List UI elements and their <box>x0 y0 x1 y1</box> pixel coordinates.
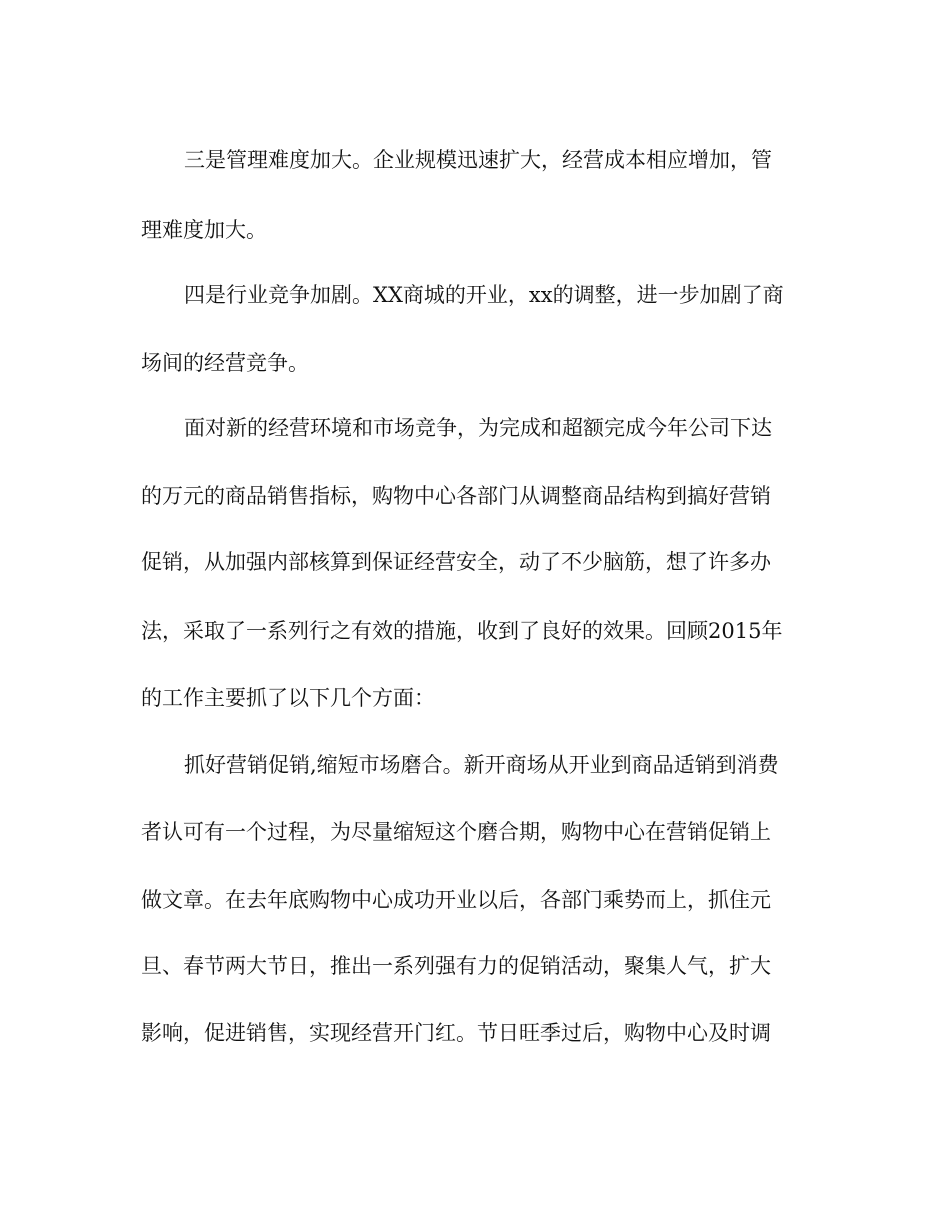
line-text: 场间的经营竞争。 <box>141 351 309 375</box>
line-text: 的工作主要抓了以下几个方面： <box>141 686 435 710</box>
line-text: 理难度加大。 <box>141 218 267 242</box>
line-text: 的万元的商品销售指标，购物中心各部门从调整商品结构到搞好营销 <box>141 484 771 508</box>
line-text: 者认可有一个过程，为尽量缩短这个磨合期，购物中心在营销促销上 <box>141 820 771 844</box>
line-text: 做文章。在去年底购物中心成功开业以后，各部门乘势而上，抓住元 <box>141 888 771 912</box>
line-text: 抓好营销促销,缩短市场磨合。新开商场从开业到商品适销到消费 <box>184 753 779 777</box>
line-text: 促销，从加强内部核算到保证经营安全，动了不少脑筋，想了许多办 <box>141 550 771 574</box>
line-text: 法，采取了一系列行之有效的措施，收到了良好的效果。回顾2015年 <box>141 619 783 643</box>
line-text: 三是管理难度加大。企业规模迅速扩大，经营成本相应增加，管 <box>184 148 772 172</box>
line-text: 面对新的经营环境和市场竞争，为完成和超额完成今年公司下达 <box>184 416 772 440</box>
line-text: 四是行业竞争加剧。XX商城的开业，xx的调整，进一步加剧了商 <box>184 283 784 307</box>
line-text: 旦、春节两大节日，推出一系列强有力的促销活动，聚集人气，扩大 <box>141 954 771 978</box>
line-text: 影响，促进销售，实现经营开门红。节日旺季过后，购物中心及时调 <box>141 1021 771 1045</box>
